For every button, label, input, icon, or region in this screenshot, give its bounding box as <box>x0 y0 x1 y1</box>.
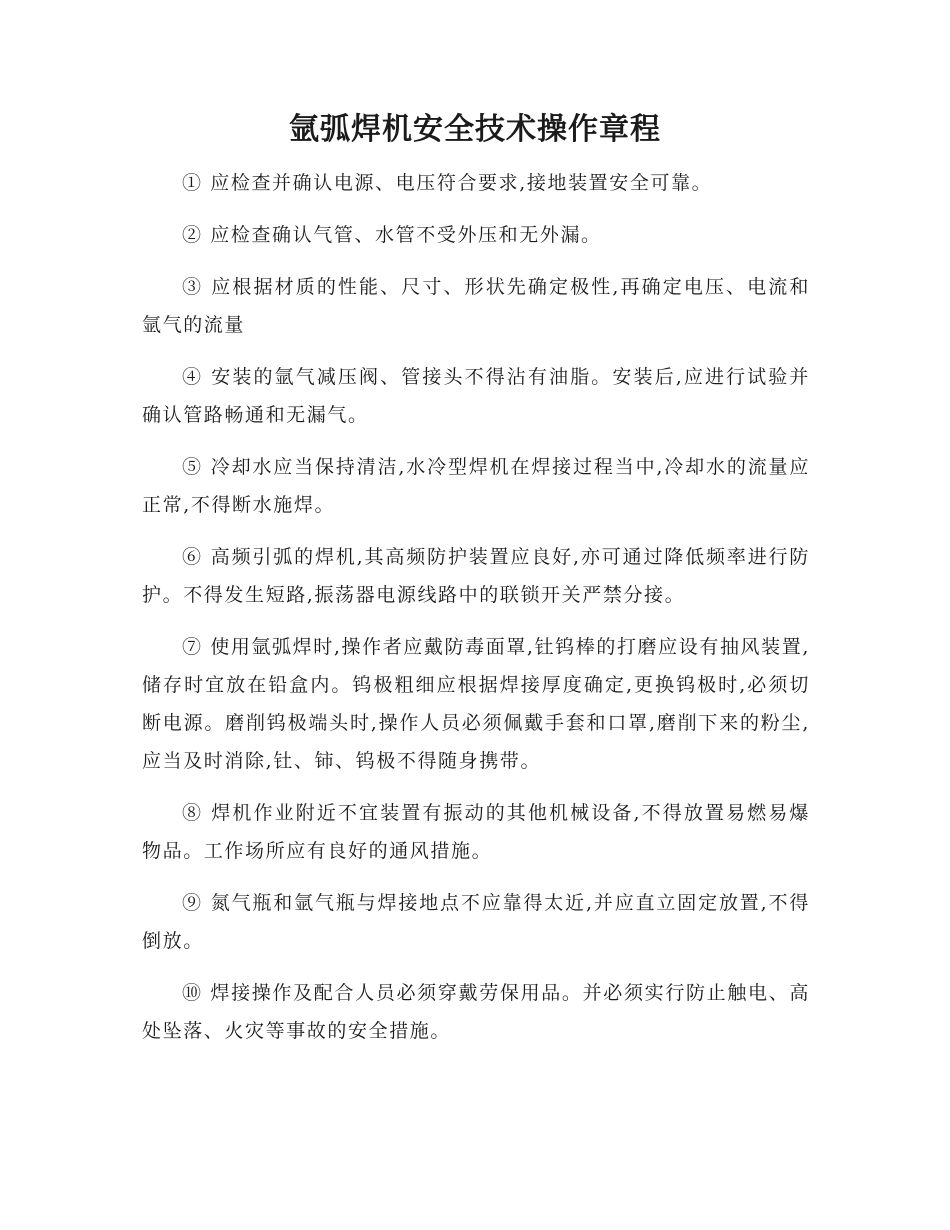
paragraph-5: ⑤ 冷却水应当保持清洁,水冷型焊机在焊接过程当中,冷却水的流量应正常,不得断水施焊。 <box>142 456 810 516</box>
paragraph-3: ③ 应根据材质的性能、尺寸、形状先确定极性,再确定电压、电流和氩气的流量 <box>142 276 810 336</box>
paragraph-8: ⑧ 焊机作业附近不宜装置有振动的其他机械设备,不得放置易燃易爆物品。工作场所应有良好的通风措施。 <box>142 802 810 862</box>
paragraph-9: ⑨ 氮气瓶和氩气瓶与焊接地点不应靠得太近,并应直立固定放置,不得倒放。 <box>142 892 810 952</box>
paragraph-4: ④ 安装的氩气减压阀、管接头不得沾有油脂。安装后,应进行试验并确认管路畅通和无漏气。 <box>142 366 810 426</box>
paragraph-2: ② 应检查确认气管、水管不受外压和无外漏。 <box>182 224 602 246</box>
document-body <box>142 164 810 1064</box>
paragraph-7: ⑦ 使用氩弧焊时,操作者应戴防毒面罩,钍钨棒的打磨应设有抽风装置,储存时宜放在铅盒内。钨极粗细应根据焊接厚度确定,更换钨极时,必须切断电源。磨削钨极端头时,操作人员必须佩戴手套和口罩,磨削下来的粉尘,应当及时消除,钍、铈、钨极不得随身携带。 <box>142 636 810 772</box>
paragraph-1: ① 应检查并确认电源、电压符合要求,接地装置安全可靠。 <box>182 172 713 194</box>
paragraph-10: ⑩ 焊接操作及配合人员必须穿戴劳保用品。并必须实行防止触电、高处坠落、火灾等事故的安全措施。 <box>142 982 810 1042</box>
paragraph-6: ⑥ 高频引弧的焊机,其高频防护装置应良好,亦可通过降低频率进行防护。不得发生短路,振荡器电源线路中的联锁开关严禁分接。 <box>142 546 810 606</box>
document-title: 氩弧焊机安全技术操作章程 <box>289 112 661 147</box>
